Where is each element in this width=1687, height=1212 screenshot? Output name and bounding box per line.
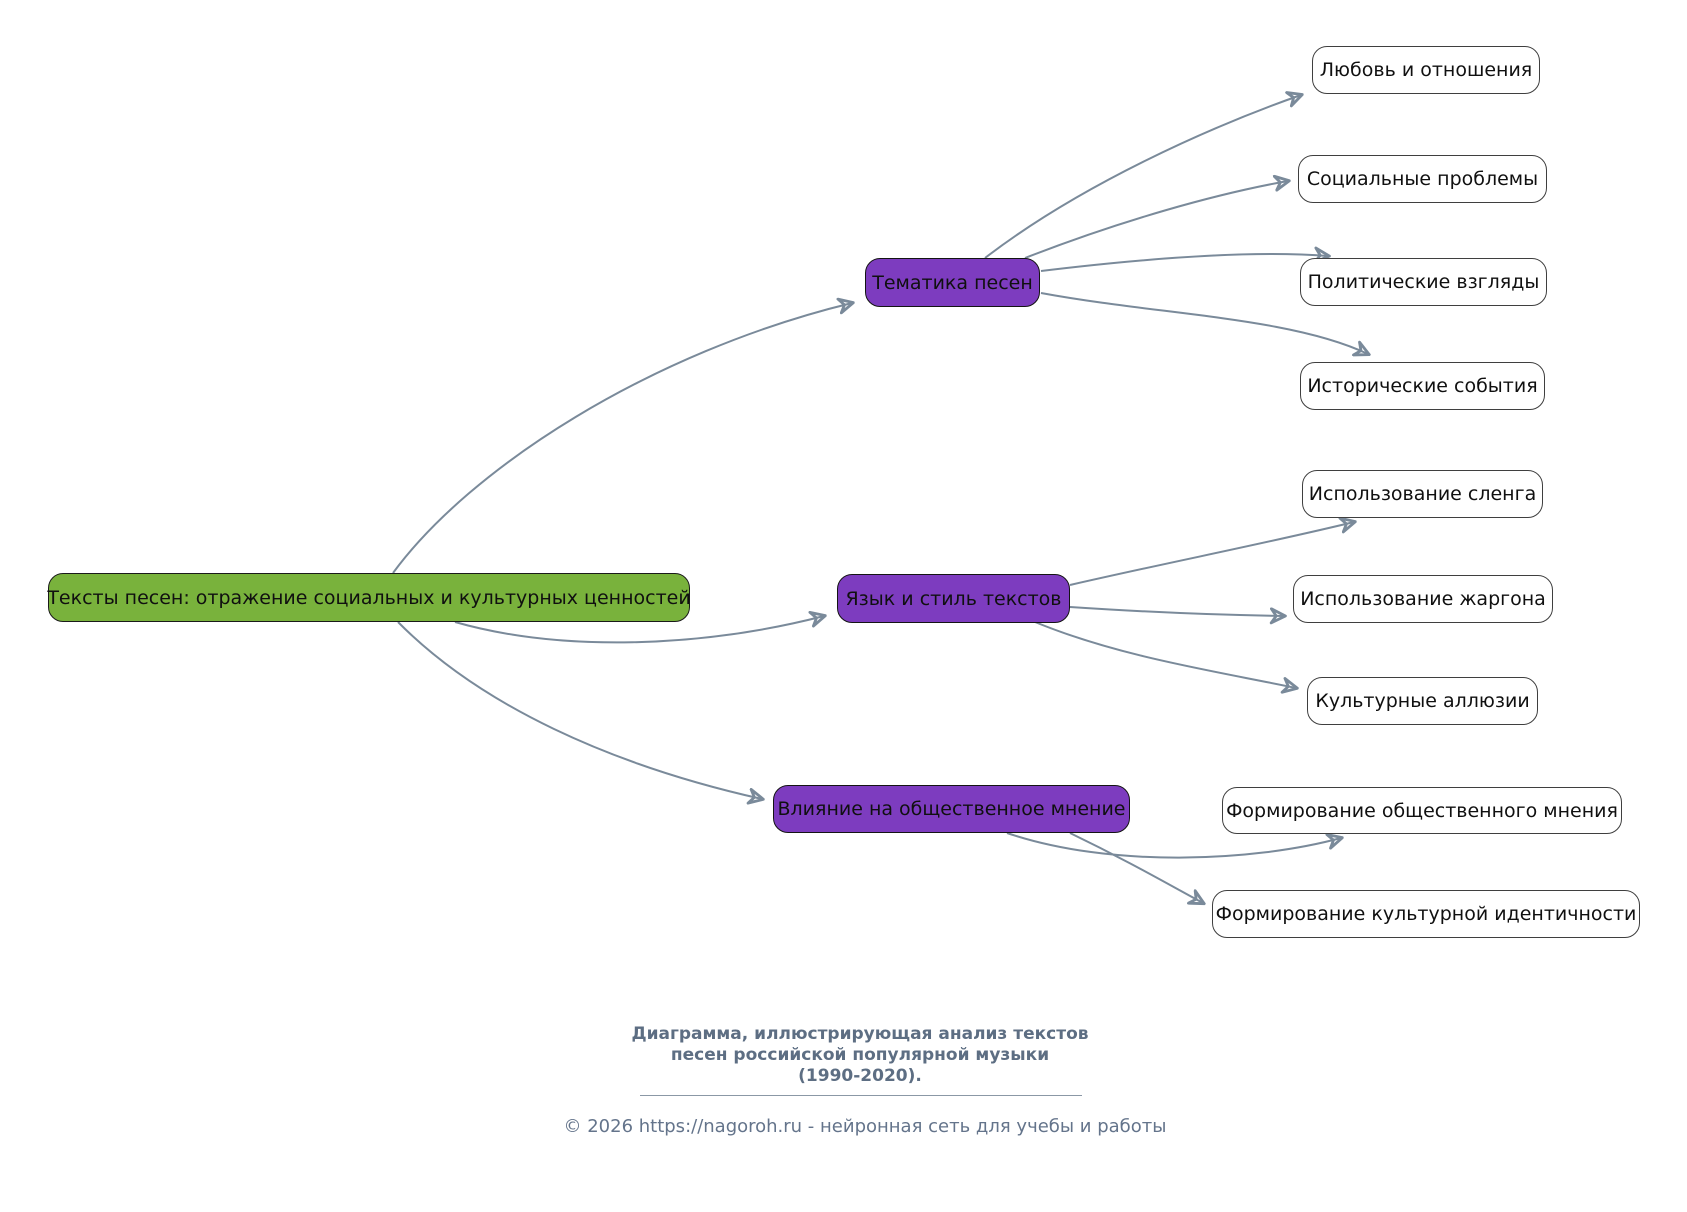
edge-language-to-jargon <box>1070 607 1284 616</box>
node-branch-influence: Влияние на общественное мнение <box>773 785 1130 833</box>
caption-line-2: песен российской популярной музыки <box>670 1045 1050 1065</box>
edge-influence-to-identity <box>1070 833 1203 903</box>
caption-divider <box>640 1095 1082 1096</box>
edge-themes-to-political <box>1041 254 1328 271</box>
edge-themes-to-social <box>1025 181 1288 258</box>
node-leaf-cultural-allusions: Культурные аллюзии <box>1307 677 1538 725</box>
caption-title <box>610 1024 1110 1087</box>
edge-root-to-influence <box>398 622 762 799</box>
node-leaf-political-views: Политические взгляды <box>1300 258 1547 306</box>
node-leaf-historical-events: Исторические события <box>1300 362 1545 410</box>
footer-credit: © 2026 https://nagoroh.ru - нейронная сеть для учебы и работы <box>563 1116 1167 1137</box>
edge-language-to-allusions <box>1035 622 1296 688</box>
caption-line-1: Диаграмма, иллюстрирующая анализ текстов <box>631 1024 1089 1044</box>
node-leaf-jargon-usage: Использование жаргона <box>1293 575 1553 623</box>
edge-themes-to-love <box>985 95 1301 258</box>
node-branch-language-style: Язык и стиль текстов <box>837 574 1070 623</box>
edge-influence-to-opinion <box>1007 833 1341 858</box>
node-leaf-social-problems: Социальные проблемы <box>1298 155 1547 203</box>
edge-root-to-themes <box>393 303 852 573</box>
node-leaf-public-opinion-formation: Формирование общественного мнения <box>1222 787 1622 834</box>
node-root: Тексты песен: отражение социальных и культурных ценностей <box>48 573 690 622</box>
node-leaf-love-relationships: Любовь и отношения <box>1312 46 1540 94</box>
node-leaf-cultural-identity-formation: Формирование культурной идентичности <box>1212 890 1640 938</box>
node-branch-themes: Тематика песен <box>865 258 1040 307</box>
node-leaf-slang-usage: Использование сленга <box>1302 470 1543 518</box>
caption-line-3: (1990-2020). <box>798 1066 922 1086</box>
